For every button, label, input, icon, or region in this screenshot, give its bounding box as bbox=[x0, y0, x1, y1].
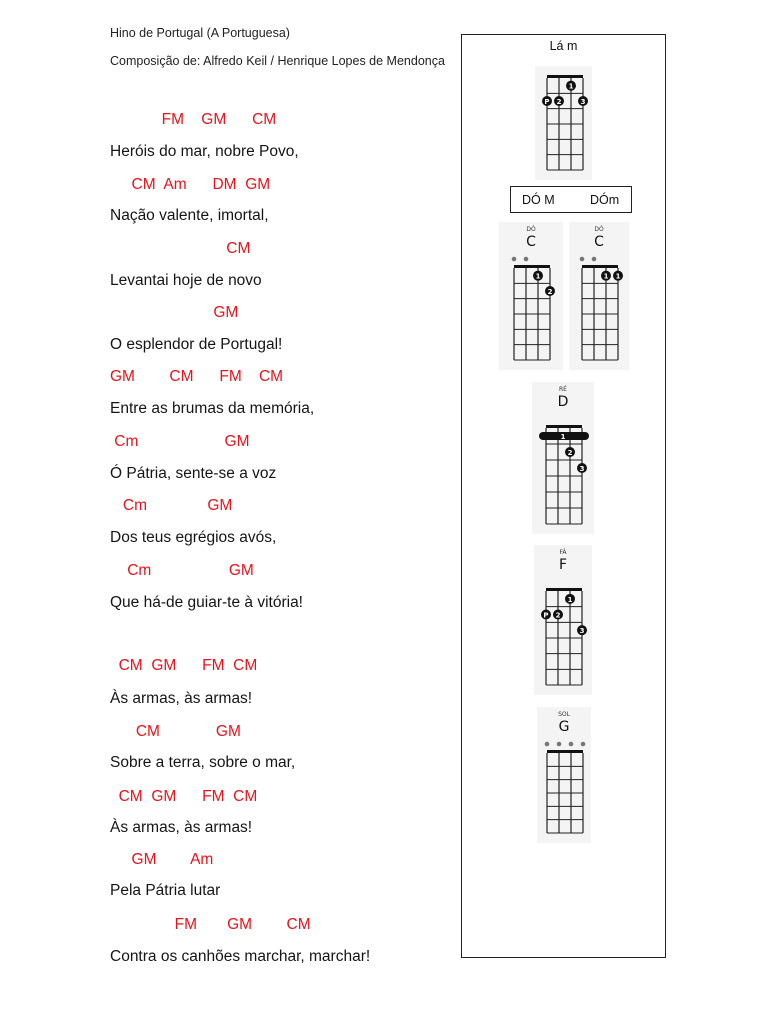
chord-line: GM Am bbox=[110, 851, 214, 868]
finger-number: 3 bbox=[579, 627, 585, 636]
finger-number: P bbox=[543, 611, 549, 620]
lyric-line: Nação valente, imortal, bbox=[110, 207, 269, 224]
lyric-line: Às armas, às armas! bbox=[110, 690, 253, 707]
finger-number: 3 bbox=[580, 98, 586, 106]
finger-number: 1 bbox=[603, 272, 609, 281]
chord-line: FM GM CM bbox=[110, 916, 311, 933]
chord-line: FM GM CM bbox=[110, 111, 277, 128]
song-title: Hino de Portugal (A Portuguesa) bbox=[110, 26, 290, 40]
lyric-line: O esplendor de Portugal! bbox=[110, 336, 283, 353]
fretboard-nut bbox=[547, 750, 583, 753]
finger-number: 2 bbox=[547, 288, 553, 296]
lyric-line: Contra os canhões marchar, marchar! bbox=[110, 948, 371, 965]
chord-diagram-c-minor bbox=[569, 222, 629, 370]
finger-number: P bbox=[544, 98, 550, 106]
chord-line: CM GM FM CM bbox=[110, 657, 258, 674]
fretboard-nut bbox=[547, 75, 583, 78]
fretboard-nut bbox=[546, 588, 582, 591]
open-string-marker bbox=[524, 257, 529, 262]
chord-line: Cm GM bbox=[110, 497, 233, 514]
chord-small-name: RÉ bbox=[559, 386, 567, 393]
do-major-label: DÓ M bbox=[522, 193, 555, 207]
fretboard-nut bbox=[582, 265, 618, 268]
lyric-line: Heróis do mar, nobre Povo, bbox=[110, 143, 299, 160]
finger-number: 1 bbox=[615, 272, 621, 281]
chord-diagram-f-major bbox=[534, 545, 592, 695]
barre-finger-label: 1 bbox=[560, 433, 566, 441]
finger-number: 1 bbox=[535, 272, 541, 281]
chord-name: C bbox=[594, 234, 604, 250]
lyric-line: Levantai hoje de novo bbox=[110, 272, 262, 289]
lyric-line: Pela Pátria lutar bbox=[110, 882, 221, 899]
chord-line: CM Am DM GM bbox=[110, 176, 271, 193]
chord-name: D bbox=[557, 394, 569, 410]
composer-credit: Composição de: Alfredo Keil / Henrique Lopes de Mendonça bbox=[110, 54, 445, 68]
panel-title: Lá m bbox=[549, 39, 578, 53]
chord-name: C bbox=[526, 234, 536, 250]
chord-name: G bbox=[558, 719, 570, 735]
fretboard-nut bbox=[546, 425, 582, 428]
finger-number: 2 bbox=[567, 449, 573, 457]
chord-small-name: DÓ bbox=[526, 226, 536, 233]
open-string-marker bbox=[592, 257, 597, 262]
chord-line: CM GM bbox=[110, 723, 241, 740]
open-string-marker bbox=[580, 257, 585, 262]
do-minor-label: DÓm bbox=[590, 193, 620, 207]
chord-line: GM bbox=[110, 304, 239, 321]
chord-line: CM GM FM CM bbox=[110, 788, 258, 805]
chord-small-name: SOL bbox=[558, 711, 570, 718]
chord-small-name: FÁ bbox=[559, 549, 567, 556]
chord-diagram-d-major bbox=[532, 382, 594, 534]
chord-diagram-c-major bbox=[499, 222, 563, 370]
lyric-line: Às armas, às armas! bbox=[110, 819, 253, 836]
chord-small-name: DÓ bbox=[594, 226, 604, 233]
chord-diagram-am bbox=[535, 66, 592, 180]
fretboard-nut bbox=[514, 265, 550, 268]
chord-name: F bbox=[558, 557, 568, 573]
chord-diagram-g-major bbox=[537, 707, 591, 843]
do-major-minor-box bbox=[510, 186, 632, 213]
chord-line: Cm GM bbox=[110, 562, 254, 579]
finger-number: 2 bbox=[555, 611, 561, 620]
open-string-marker bbox=[557, 742, 562, 747]
lyric-line: Ó Pátria, sente-se a voz bbox=[110, 465, 277, 482]
lyric-line: Dos teus egrégios avós, bbox=[110, 529, 277, 546]
finger-number: 1 bbox=[568, 82, 574, 91]
chord-line: GM CM FM CM bbox=[110, 368, 284, 385]
open-string-marker bbox=[581, 742, 586, 747]
open-string-marker bbox=[512, 257, 517, 262]
finger-number: 1 bbox=[567, 595, 573, 604]
open-string-marker bbox=[545, 742, 550, 747]
chord-line: CM bbox=[110, 240, 251, 257]
open-string-marker bbox=[569, 742, 574, 747]
finger-number: 2 bbox=[556, 98, 562, 106]
lyric-line: Que há-de guiar-te à vitória! bbox=[110, 594, 303, 611]
lyric-line: Sobre a terra, sobre o mar, bbox=[110, 754, 296, 771]
lyric-line: Entre as brumas da memória, bbox=[110, 400, 315, 417]
finger-number: 3 bbox=[579, 465, 585, 473]
chord-line: Cm GM bbox=[110, 433, 250, 450]
